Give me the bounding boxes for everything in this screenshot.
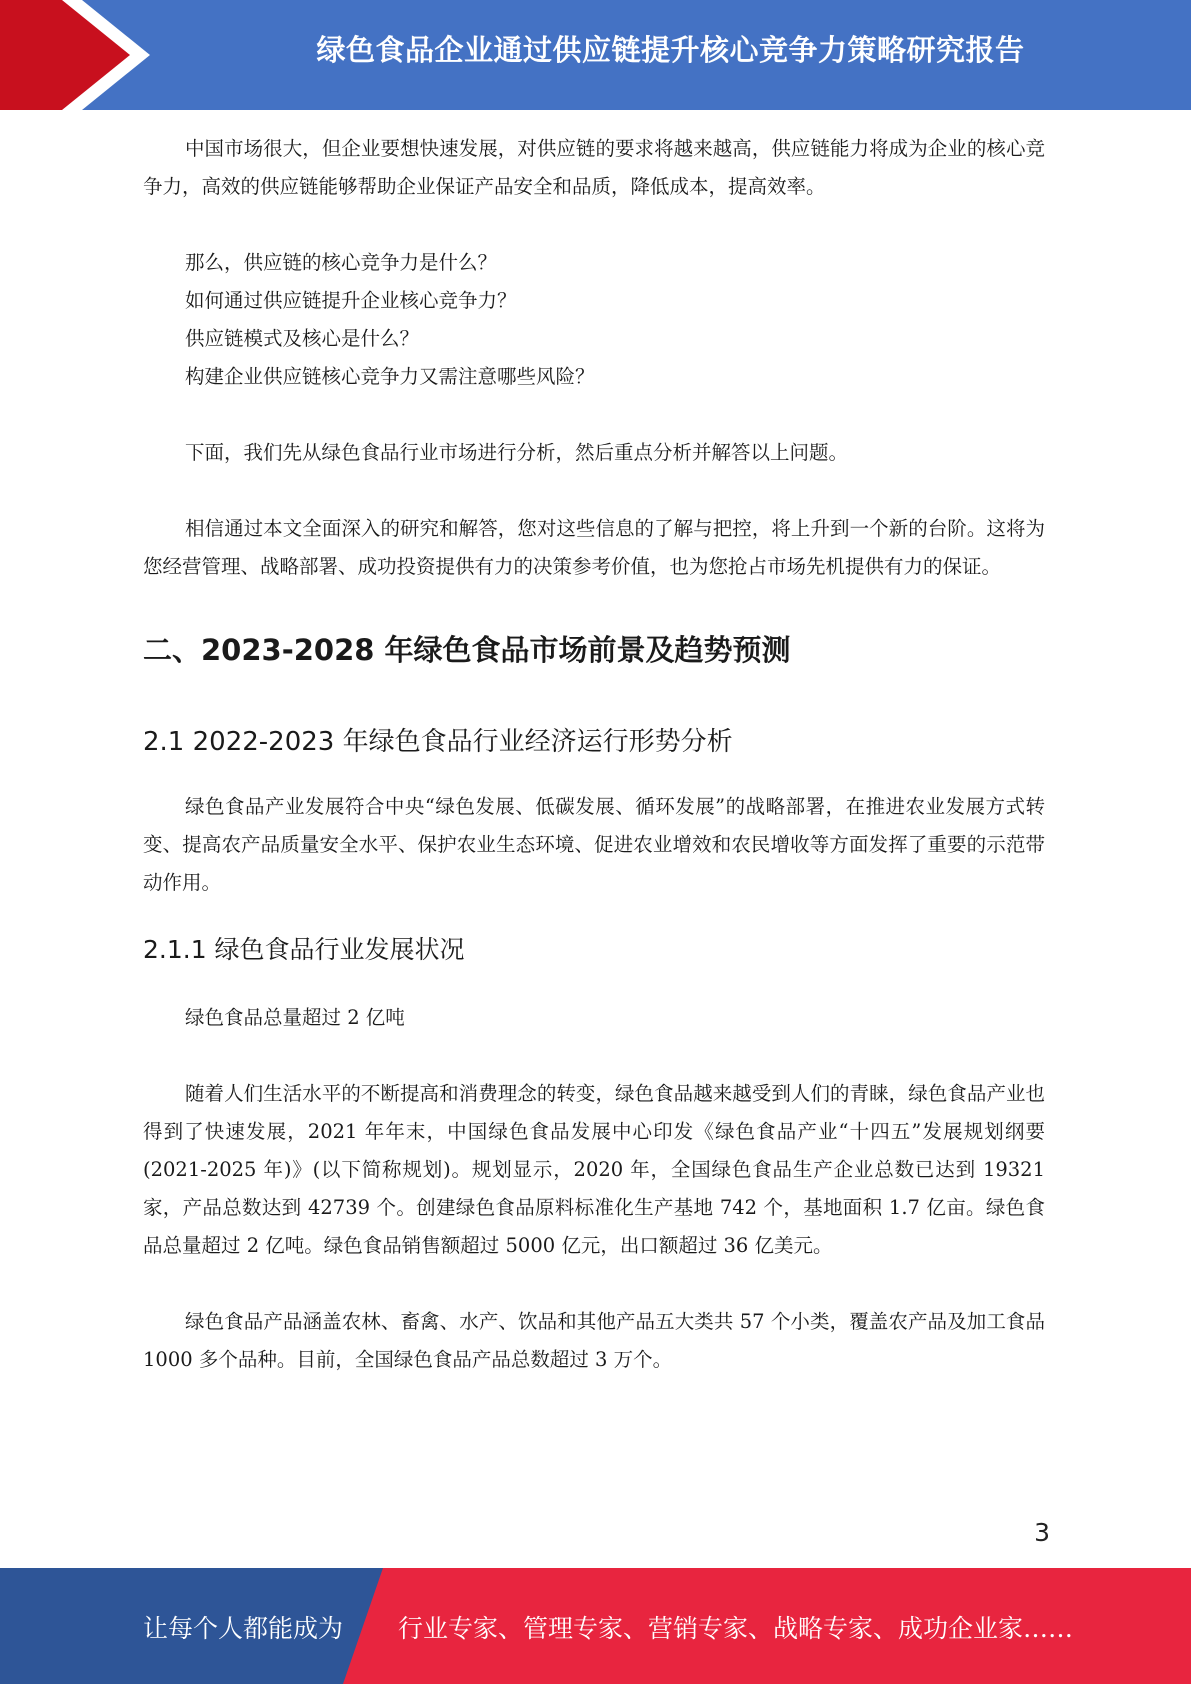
section-heading: 二、2023-2028 年绿色食品市场前景及趋势预测	[143, 633, 791, 667]
page-number: 3	[1034, 1518, 1050, 1547]
header-title: 绿色食品企业通过供应链提升核心竞争力策略研究报告	[316, 33, 1025, 67]
subsection-heading: 2.1 2022-2023 年绿色食品行业经济运行形势分析	[143, 727, 733, 757]
intro-paragraph: 中国市场很大，但企业要想快速发展，对供应链的要求将越来越高，供应链能力将成为企业的核心竞争力，高效的供应链能够帮助企业保证产品安全和品质，降低成本，提高效率。	[143, 137, 1045, 198]
body-paragraph: 绿色食品总量超过 2 亿吨	[185, 1006, 405, 1029]
body-paragraph: 随着人们生活水平的不断提高和消费理念的转变，绿色食品越来越受到人们的青睐，绿色食品产业也得到了快速发展，2021 年年末，中国绿色食品发展中心印发《绿色食品产业“十四五”发展规划纲要(2021-2025 年)》(以下简称规划)。规划显示，2020 年，全国绿色食品生产企业总数已达到 19321 家，产品总数达到 42739 个。创建绿色食品原料标准化生产基地 742 个，基地面积 1.7 亿亩。绿色食品总量超过 2 亿吨。绿色食品销售额超过 5000 亿元，出口额超过 36 亿美元。	[143, 1082, 1045, 1257]
body-paragraph: 绿色食品产品涵盖农林、畜禽、水产、饮品和其他产品五大类共 57 个小类，覆盖农产品及加工食品 1000 多个品种。目前，全国绿色食品产品总数超过 3 万个。	[143, 1310, 1045, 1371]
document-body	[143, 130, 1045, 1379]
question-item: 构建企业供应链核心竞争力又需注意哪些风险？	[185, 365, 595, 388]
subsubsection-heading: 2.1.1 绿色食品行业发展状况	[143, 935, 465, 964]
footer-slogan-right: 行业专家、管理专家、营销专家、战略专家、成功企业家……	[398, 1614, 1074, 1643]
body-paragraph: 绿色食品产业发展符合中央“绿色发展、低碳发展、循环发展”的战略部署，在推进农业发展方式转变、提高农产品质量安全水平、保护农业生态环境、促进农业增效和农民增收等方面发挥了重要的示范带动作用。	[143, 795, 1045, 894]
intro-paragraph: 下面，我们先从绿色食品行业市场进行分析，然后重点分析并解答以上问题。	[185, 441, 849, 464]
page-header	[0, 0, 1191, 110]
intro-paragraph: 相信通过本文全面深入的研究和解答，您对这些信息的了解与把控，将上升到一个新的台阶。这将为您经营管理、战略部署、成功投资提供有力的决策参考价值，也为您抢占市场先机提供有力的保证。	[143, 517, 1045, 578]
page-footer	[0, 1568, 1191, 1684]
question-item: 如何通过供应链提升企业核心竞争力？	[185, 289, 517, 312]
question-item: 那么，供应链的核心竞争力是什么？	[185, 251, 498, 274]
question-item: 供应链模式及核心是什么？	[185, 327, 420, 350]
footer-slogan-left: 让每个人都能成为	[143, 1614, 344, 1643]
